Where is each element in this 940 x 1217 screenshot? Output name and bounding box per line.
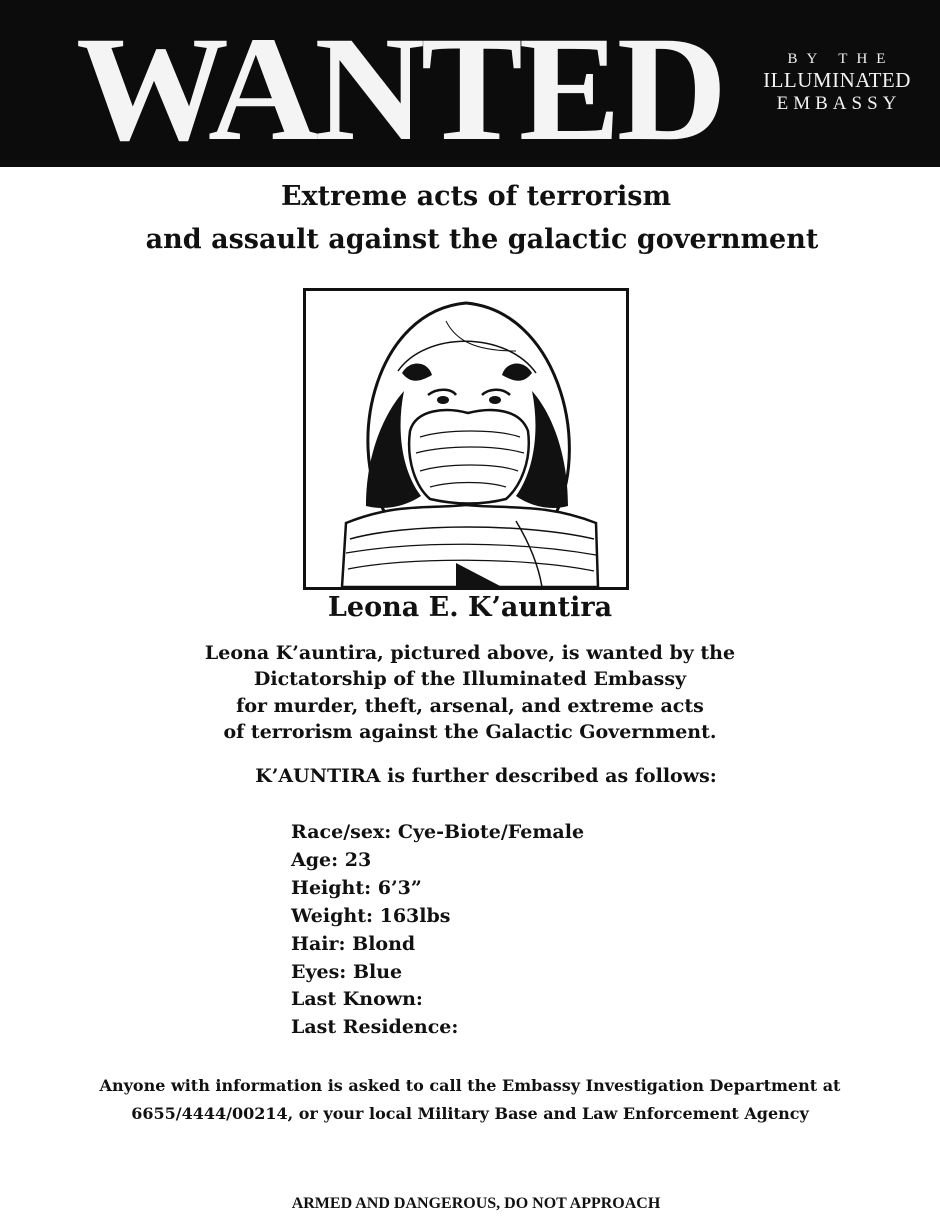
detail-row-height <box>291 875 584 903</box>
description-line: for murder, theft, arsenal, and extreme acts <box>236 694 704 717</box>
detail-row-race-sex <box>291 819 584 847</box>
byline-line-1: BY THE <box>787 51 895 67</box>
detail-row-last-known <box>291 986 584 1014</box>
detail-label: Eyes: <box>291 960 347 983</box>
detail-label: Weight: <box>291 904 373 927</box>
suspect-name: Leona E. K’auntira <box>327 592 613 623</box>
suspect-portrait <box>303 288 629 590</box>
detail-row-eyes <box>291 959 584 987</box>
detail-label: Age: <box>291 848 339 871</box>
wanted-banner <box>0 0 940 172</box>
detail-value: 23 <box>344 848 372 871</box>
detail-label: Last Known: <box>291 988 423 1011</box>
description-line: Leona K’auntira, pictured above, is wanted by the <box>204 642 736 664</box>
wanted-title: WANTED <box>76 6 724 172</box>
detail-row-hair <box>291 931 584 959</box>
detail-row-last-residence <box>291 1014 584 1042</box>
detail-value: 163lbs <box>379 904 451 927</box>
detail-label: Race/sex: <box>291 821 392 843</box>
detail-row-weight <box>291 903 584 931</box>
detail-label: Last Residence: <box>291 1016 459 1039</box>
contact-instructions <box>0 1072 940 1128</box>
detail-value: 6’3” <box>377 876 422 899</box>
byline-line-2: ILLUMINATED <box>763 68 911 92</box>
contact-line-2: 6655/4444/00214, or your local Military Base and Law Enforcement Agency <box>131 1104 809 1123</box>
headline-line-2: and assault against the galactic government <box>145 224 819 255</box>
suspect-details-list <box>291 819 584 1042</box>
detail-label: Hair: <box>291 932 346 955</box>
detail-row-age <box>291 847 584 875</box>
description-line: Dictatorship of the Illuminated Embassy <box>253 668 687 691</box>
detail-value: Blue <box>352 960 403 983</box>
suspect-description <box>0 640 940 745</box>
headline-line-1: Extreme acts of terrorism <box>280 181 672 212</box>
hooded-figure-illustration <box>306 291 626 587</box>
description-line: of terrorism against the Galactic Government. <box>223 720 717 743</box>
danger-warning: ARMED AND DANGEROUS, DO NOT APPROACH <box>291 1195 661 1212</box>
detail-value: Blond <box>352 932 416 955</box>
byline-line-3: EMBASSY <box>776 93 902 114</box>
detail-label: Height: <box>291 876 372 899</box>
issuer-byline <box>752 50 922 116</box>
detail-value: Cye-Biote/Female <box>397 821 585 843</box>
further-description-intro: K’AUNTIRA is further described as follows: <box>255 765 717 787</box>
contact-line-1: Anyone with information is asked to call the Embassy Investigation Department at <box>99 1076 841 1095</box>
